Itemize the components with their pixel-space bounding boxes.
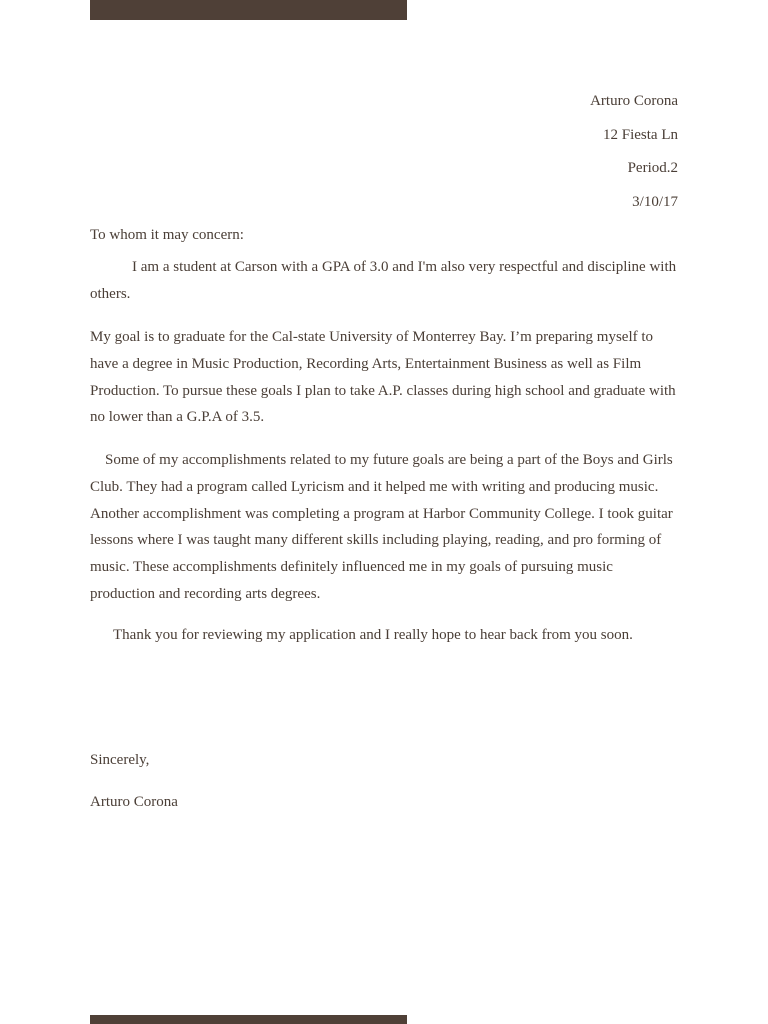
paragraph-4-text: Thank you for reviewing my application and I really hope to hear back from you soon.	[113, 627, 633, 643]
paragraph-3-text: Some of my accomplishments related to my future goals are being a part of the Boys and Girls Club. They had a program called Lyricism and it helped me with writing and producing music. Another accomplishment was completing a program at Harbor Community College. I took guitar lessons where I was taught many different skills including playing, reading, and pro forming of music. These accomplishments definitely influenced me in my goals of pursuing music production and recording arts degrees.	[90, 452, 673, 602]
sender-info	[590, 91, 678, 225]
paragraph-1	[90, 254, 680, 308]
paragraph-3	[90, 447, 680, 608]
letter-date: 3/10/17	[632, 193, 678, 210]
top-accent-bar	[90, 0, 407, 20]
closing: Sincerely,	[90, 752, 150, 768]
salutation: To whom it may concern:	[90, 227, 244, 243]
paragraph-4	[90, 622, 680, 649]
sender-period: Period.2	[627, 160, 678, 176]
bottom-accent-bar	[90, 1015, 407, 1024]
signature-name: Arturo Corona	[90, 794, 178, 810]
paragraph-2: My goal is to graduate for the Cal-state University of Monterrey Bay. I’m preparing myself to have a degree in Music Production, Recording Arts, Entertainment Business as well as Film Production. To pursue these goals I plan to take A.P. classes during high school and graduate with no lower than a G.P.A of 3.5.	[90, 329, 676, 426]
sender-address: 12 Fiesta Ln	[603, 126, 678, 143]
sender-name: Arturo Corona	[590, 93, 678, 109]
paragraph-1-text: I am a student at Carson with a GPA of 3.0 and I'm also very respectful and discipline with others.	[90, 259, 677, 302]
